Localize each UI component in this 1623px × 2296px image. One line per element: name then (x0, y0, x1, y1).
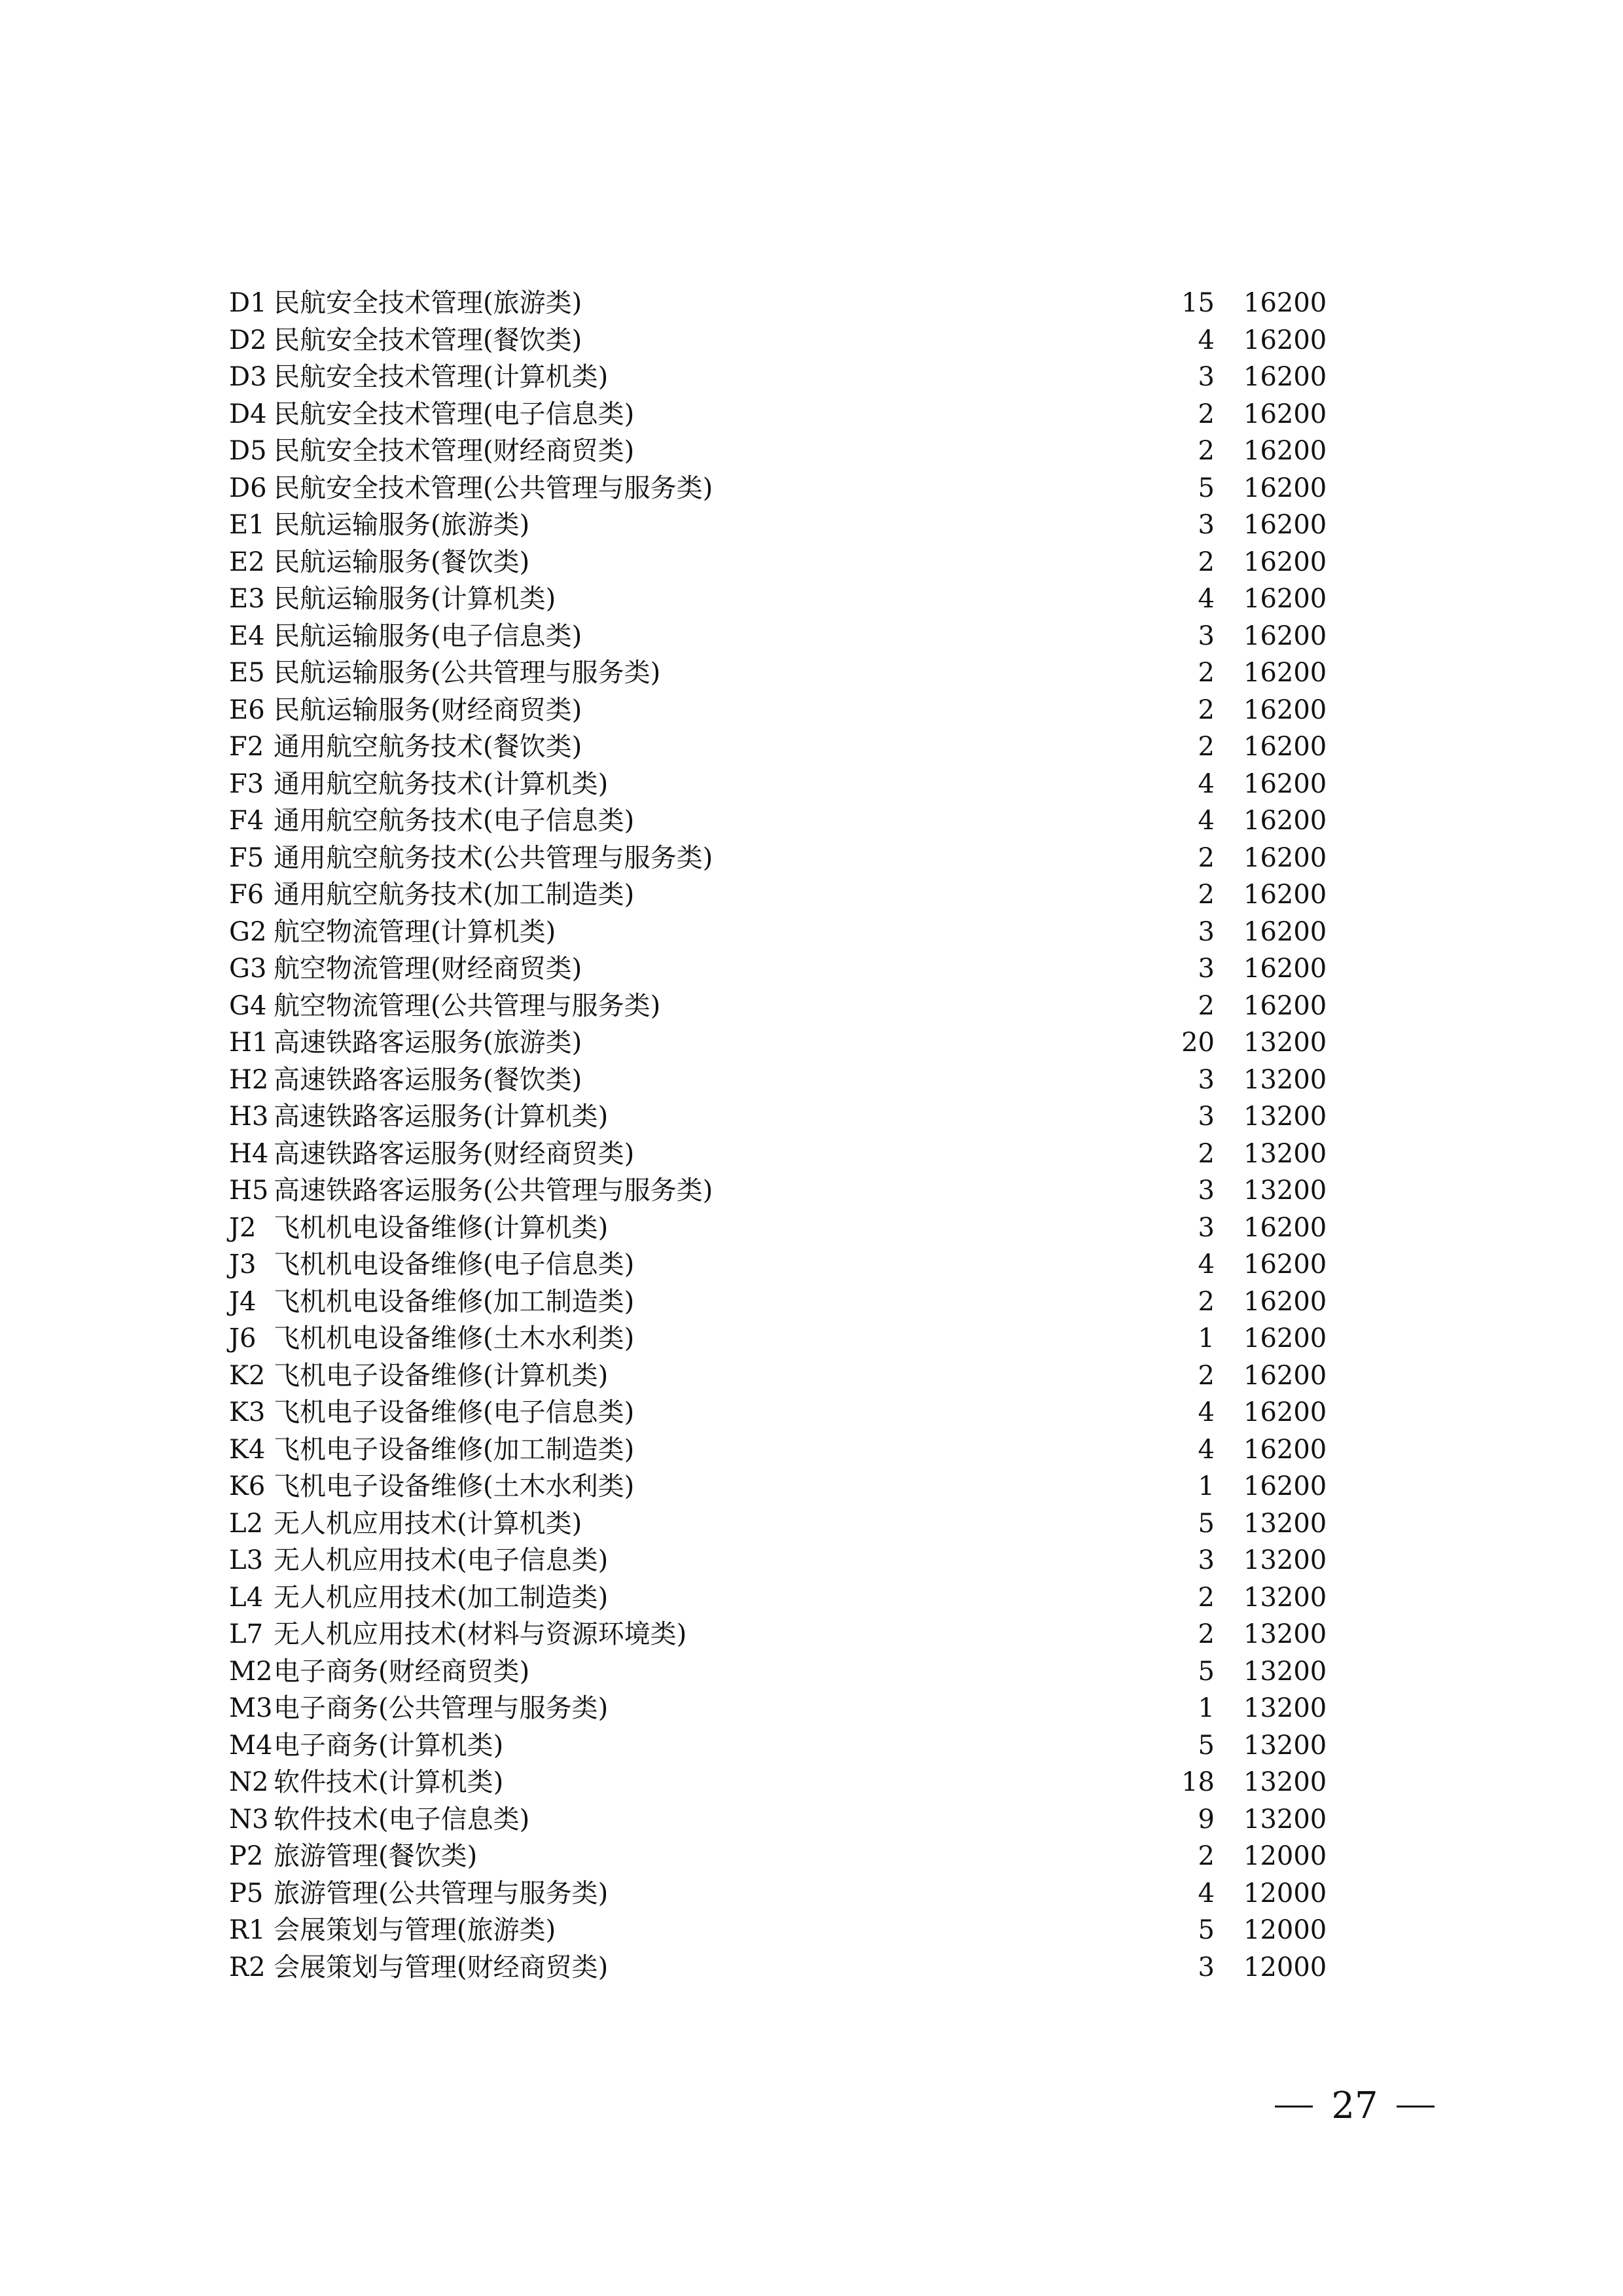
program-name: 民航运输服务(旅游类) (274, 510, 530, 540)
page-number-right-dash (1397, 2106, 1435, 2108)
program-code: M2 (229, 1656, 273, 1687)
program-name: 软件技术(电子信息类) (274, 1804, 530, 1835)
tuition-fee: 12000 (1243, 1841, 1327, 1871)
enrollment-count: 4 (1198, 806, 1215, 836)
program-code: N3 (229, 1804, 269, 1835)
program-code: D4 (229, 399, 267, 429)
program-code: D5 (229, 436, 267, 466)
enrollment-count: 2 (1198, 658, 1215, 688)
program-name: 民航运输服务(电子信息类) (274, 620, 582, 651)
enrollment-count: 2 (1198, 694, 1215, 725)
enrollment-count: 3 (1198, 916, 1215, 947)
program-code: P5 (229, 1878, 264, 1909)
program-code: L3 (229, 1545, 264, 1575)
tuition-fee: 16200 (1243, 399, 1327, 429)
enrollment-count: 5 (1198, 1730, 1215, 1761)
enrollment-count: 1 (1198, 1471, 1215, 1501)
enrollment-count: 1 (1198, 1323, 1215, 1354)
list-item (0, 1542, 1623, 1579)
program-code: E6 (229, 694, 265, 725)
enrollment-count: 2 (1198, 436, 1215, 466)
program-code: M4 (229, 1730, 273, 1761)
program-name: 通用航空航务技术(加工制造类) (274, 880, 635, 910)
program-name: 飞机机电设备维修(计算机类) (274, 1212, 609, 1243)
program-code: E5 (229, 658, 265, 688)
tuition-fee: 16200 (1243, 620, 1327, 651)
program-name: 高速铁路客运服务(餐饮类) (274, 1064, 582, 1095)
enrollment-count: 3 (1198, 1952, 1215, 1982)
tuition-fee: 13200 (1243, 1064, 1327, 1095)
tuition-fee: 13200 (1243, 1175, 1327, 1206)
list-item (0, 914, 1623, 951)
enrollment-count: 3 (1198, 1545, 1215, 1575)
enrollment-count: 4 (1198, 1878, 1215, 1909)
program-code: H3 (229, 1102, 269, 1132)
program-code: E4 (229, 620, 265, 651)
tuition-fee: 13200 (1243, 1582, 1327, 1613)
enrollment-count: 2 (1198, 732, 1215, 762)
enrollment-count: 3 (1198, 510, 1215, 540)
list-item (0, 1875, 1623, 1912)
enrollment-count: 5 (1198, 1508, 1215, 1539)
program-code: G2 (229, 916, 267, 947)
tuition-fee: 13200 (1243, 1804, 1327, 1835)
tuition-fee: 16200 (1243, 1212, 1327, 1243)
tuition-fee: 13200 (1243, 1028, 1327, 1058)
enrollment-count: 3 (1198, 954, 1215, 984)
program-code: F3 (229, 768, 264, 799)
program-name: 民航安全技术管理(公共管理与服务类) (274, 473, 713, 503)
list-item (0, 1098, 1623, 1136)
program-name: 旅游管理(餐饮类) (274, 1841, 478, 1871)
tuition-fee: 16200 (1243, 1471, 1327, 1501)
program-name: 飞机电子设备维修(土木水利类) (274, 1471, 635, 1501)
enrollment-count: 2 (1198, 1286, 1215, 1317)
list-item (0, 876, 1623, 914)
enrollment-count: 5 (1198, 473, 1215, 503)
list-item (0, 322, 1623, 359)
enrollment-count: 18 (1181, 1767, 1215, 1797)
list-item (0, 433, 1623, 470)
tuition-fee: 16200 (1243, 1397, 1327, 1427)
program-name: 民航运输服务(餐饮类) (274, 547, 530, 577)
list-item (0, 950, 1623, 988)
program-name: 民航安全技术管理(财经商贸类) (274, 436, 635, 466)
program-code: H1 (229, 1028, 269, 1058)
tuition-fee: 13200 (1243, 1508, 1327, 1539)
list-item (0, 988, 1623, 1025)
program-name: 民航运输服务(财经商贸类) (274, 694, 582, 725)
program-name: 民航安全技术管理(电子信息类) (274, 399, 635, 429)
program-code: J3 (229, 1249, 257, 1280)
program-name: 软件技术(计算机类) (274, 1767, 504, 1797)
enrollment-count: 5 (1198, 1656, 1215, 1687)
tuition-fee: 16200 (1243, 694, 1327, 725)
program-name: 通用航空航务技术(餐饮类) (274, 732, 582, 762)
enrollment-count: 9 (1198, 1804, 1215, 1835)
enrollment-count: 4 (1198, 325, 1215, 355)
tuition-fee: 12000 (1243, 1915, 1327, 1945)
program-name: 飞机电子设备维修(加工制造类) (274, 1434, 635, 1465)
enrollment-count: 20 (1181, 1028, 1215, 1058)
tuition-fee: 16200 (1243, 732, 1327, 762)
program-name: 飞机电子设备维修(计算机类) (274, 1360, 609, 1391)
enrollment-count: 2 (1198, 842, 1215, 873)
program-code: R2 (229, 1952, 266, 1982)
program-name: 通用航空航务技术(电子信息类) (274, 806, 635, 836)
tuition-fee: 16200 (1243, 473, 1327, 503)
list-item (0, 1690, 1623, 1727)
program-code: F5 (229, 842, 264, 873)
tuition-fee: 16200 (1243, 842, 1327, 873)
program-name: 民航安全技术管理(餐饮类) (274, 325, 582, 355)
program-code: K2 (229, 1360, 266, 1391)
tuition-fee: 16200 (1243, 658, 1327, 688)
program-code: E3 (229, 584, 265, 614)
tuition-fee: 16200 (1243, 768, 1327, 799)
list-item (0, 1505, 1623, 1543)
program-name: 通用航空航务技术(公共管理与服务类) (274, 842, 713, 873)
list-item (0, 1616, 1623, 1653)
tuition-fee: 16200 (1243, 990, 1327, 1021)
list-item (0, 728, 1623, 766)
program-code: D2 (229, 325, 267, 355)
program-name: 飞机电子设备维修(电子信息类) (274, 1397, 635, 1427)
program-code: F6 (229, 880, 264, 910)
enrollment-count: 4 (1198, 1434, 1215, 1465)
program-code: K6 (229, 1471, 266, 1501)
program-name: 无人机应用技术(电子信息类) (274, 1545, 609, 1575)
program-code: D6 (229, 473, 267, 503)
program-code: F4 (229, 806, 264, 836)
program-code: H2 (229, 1064, 269, 1095)
program-name: 无人机应用技术(计算机类) (274, 1508, 582, 1539)
program-code: H4 (229, 1138, 269, 1169)
list-item (0, 1320, 1623, 1357)
enrollment-count: 4 (1198, 584, 1215, 614)
program-code: N2 (229, 1767, 269, 1797)
program-name: 无人机应用技术(加工制造类) (274, 1582, 609, 1613)
list-item (0, 1062, 1623, 1099)
list-item (0, 1283, 1623, 1321)
enrollment-count: 1 (1198, 1693, 1215, 1723)
tuition-fee: 16200 (1243, 954, 1327, 984)
program-name: 旅游管理(公共管理与服务类) (274, 1878, 609, 1909)
tuition-fee: 16200 (1243, 1434, 1327, 1465)
enrollment-count: 4 (1198, 768, 1215, 799)
list-item (0, 1468, 1623, 1505)
enrollment-count: 4 (1198, 1397, 1215, 1427)
program-code: J4 (229, 1286, 257, 1317)
list-item (0, 285, 1623, 322)
program-name: 高速铁路客运服务(公共管理与服务类) (274, 1175, 713, 1206)
program-name: 飞机机电设备维修(加工制造类) (274, 1286, 635, 1317)
tuition-fee: 12000 (1243, 1878, 1327, 1909)
program-code: K3 (229, 1397, 266, 1427)
enrollment-count: 2 (1198, 880, 1215, 910)
list-item (0, 1431, 1623, 1469)
enrollment-count: 4 (1198, 1249, 1215, 1280)
list-item (0, 1912, 1623, 1949)
enrollment-count: 2 (1198, 1841, 1215, 1871)
program-code: E2 (229, 547, 265, 577)
tuition-fee: 16200 (1243, 916, 1327, 947)
tuition-fee: 12000 (1243, 1952, 1327, 1982)
tuition-fee: 13200 (1243, 1619, 1327, 1649)
enrollment-count: 3 (1198, 1064, 1215, 1095)
list-item (0, 1357, 1623, 1395)
tuition-fee: 16200 (1243, 1323, 1327, 1354)
list-item (0, 1653, 1623, 1691)
tuition-fee: 16200 (1243, 880, 1327, 910)
list-item (0, 1024, 1623, 1062)
page-number: 27 (1331, 2085, 1378, 2127)
program-name: 民航安全技术管理(旅游类) (274, 288, 582, 318)
list-item (0, 507, 1623, 544)
program-name: 通用航空航务技术(计算机类) (274, 768, 609, 799)
enrollment-count: 3 (1198, 362, 1215, 392)
list-item (0, 470, 1623, 507)
list-item (0, 544, 1623, 581)
list-item (0, 1579, 1623, 1617)
program-name: 高速铁路客运服务(旅游类) (274, 1028, 582, 1058)
program-code: K4 (229, 1434, 266, 1465)
program-name: 民航运输服务(公共管理与服务类) (274, 658, 661, 688)
program-name: 航空物流管理(公共管理与服务类) (274, 990, 661, 1021)
list-item (0, 396, 1623, 433)
list-item (0, 1210, 1623, 1247)
list-item (0, 359, 1623, 396)
enrollment-count: 2 (1198, 547, 1215, 577)
program-name: 民航运输服务(计算机类) (274, 584, 556, 614)
list-item (0, 692, 1623, 729)
program-name: 无人机应用技术(材料与资源环境类) (274, 1619, 687, 1649)
program-code: H5 (229, 1175, 269, 1206)
tuition-fee: 16200 (1243, 1360, 1327, 1391)
list-item (0, 1394, 1623, 1431)
program-code: L2 (229, 1508, 264, 1539)
program-code: P2 (229, 1841, 264, 1871)
tuition-fee: 16200 (1243, 1286, 1327, 1317)
enrollment-count: 2 (1198, 1619, 1215, 1649)
program-code: F2 (229, 732, 264, 762)
tuition-fee: 16200 (1243, 806, 1327, 836)
tuition-fee: 16200 (1243, 325, 1327, 355)
program-name: 航空物流管理(财经商贸类) (274, 954, 582, 984)
enrollment-count: 2 (1198, 1582, 1215, 1613)
list-item (0, 1136, 1623, 1173)
list-item (0, 766, 1623, 803)
enrollment-count: 3 (1198, 1212, 1215, 1243)
list-item (0, 655, 1623, 692)
program-name: 民航安全技术管理(计算机类) (274, 362, 609, 392)
tuition-fee: 16200 (1243, 510, 1327, 540)
tuition-fee: 13200 (1243, 1545, 1327, 1575)
program-code: L4 (229, 1582, 264, 1613)
page-number-left-dash (1275, 2106, 1313, 2108)
program-code: E1 (229, 510, 265, 540)
tuition-fee: 13200 (1243, 1656, 1327, 1687)
program-code: J2 (229, 1212, 257, 1243)
tuition-fee: 13200 (1243, 1767, 1327, 1797)
enrollment-count: 2 (1198, 1360, 1215, 1391)
list-item (0, 1764, 1623, 1801)
program-code: M3 (229, 1693, 273, 1723)
list-item (0, 618, 1623, 655)
list-item (0, 581, 1623, 618)
enrollment-count: 15 (1181, 288, 1215, 318)
tuition-fee: 13200 (1243, 1730, 1327, 1761)
program-code: G4 (229, 990, 267, 1021)
program-code: D1 (229, 288, 267, 318)
list-item (0, 1949, 1623, 1986)
program-name: 航空物流管理(计算机类) (274, 916, 556, 947)
tuition-fee: 16200 (1243, 288, 1327, 318)
tuition-fee: 16200 (1243, 362, 1327, 392)
tuition-fee: 16200 (1243, 584, 1327, 614)
program-name: 会展策划与管理(财经商贸类) (274, 1952, 609, 1982)
enrollment-count: 5 (1198, 1915, 1215, 1945)
tuition-fee: 16200 (1243, 1249, 1327, 1280)
enrollment-count: 2 (1198, 990, 1215, 1021)
program-code: L7 (229, 1619, 264, 1649)
enrollment-count: 3 (1198, 620, 1215, 651)
tuition-fee: 16200 (1243, 436, 1327, 466)
program-code: G3 (229, 954, 267, 984)
program-name: 飞机机电设备维修(土木水利类) (274, 1323, 635, 1354)
program-code: R1 (229, 1915, 266, 1945)
program-name: 飞机机电设备维修(电子信息类) (274, 1249, 635, 1280)
program-name: 电子商务(公共管理与服务类) (274, 1693, 609, 1723)
tuition-fee: 16200 (1243, 547, 1327, 577)
list-item (0, 840, 1623, 877)
enrollment-count: 3 (1198, 1102, 1215, 1132)
list-item (0, 1172, 1623, 1210)
tuition-fee: 13200 (1243, 1138, 1327, 1169)
program-name: 电子商务(财经商贸类) (274, 1656, 530, 1687)
page-number-footer (1243, 2080, 1466, 2132)
list-item (0, 1727, 1623, 1765)
program-name: 高速铁路客运服务(计算机类) (274, 1102, 609, 1132)
tuition-fee: 13200 (1243, 1693, 1327, 1723)
program-name: 会展策划与管理(旅游类) (274, 1915, 556, 1945)
program-name: 高速铁路客运服务(财经商贸类) (274, 1138, 635, 1169)
list-item (0, 802, 1623, 840)
list-item (0, 1801, 1623, 1839)
list-item (0, 1246, 1623, 1283)
enrollment-count: 3 (1198, 1175, 1215, 1206)
list-item (0, 1838, 1623, 1875)
tuition-fee: 13200 (1243, 1102, 1327, 1132)
program-code: D3 (229, 362, 267, 392)
program-code: J6 (229, 1323, 257, 1354)
enrollment-count: 2 (1198, 1138, 1215, 1169)
program-name: 电子商务(计算机类) (274, 1730, 504, 1761)
enrollment-count: 2 (1198, 399, 1215, 429)
